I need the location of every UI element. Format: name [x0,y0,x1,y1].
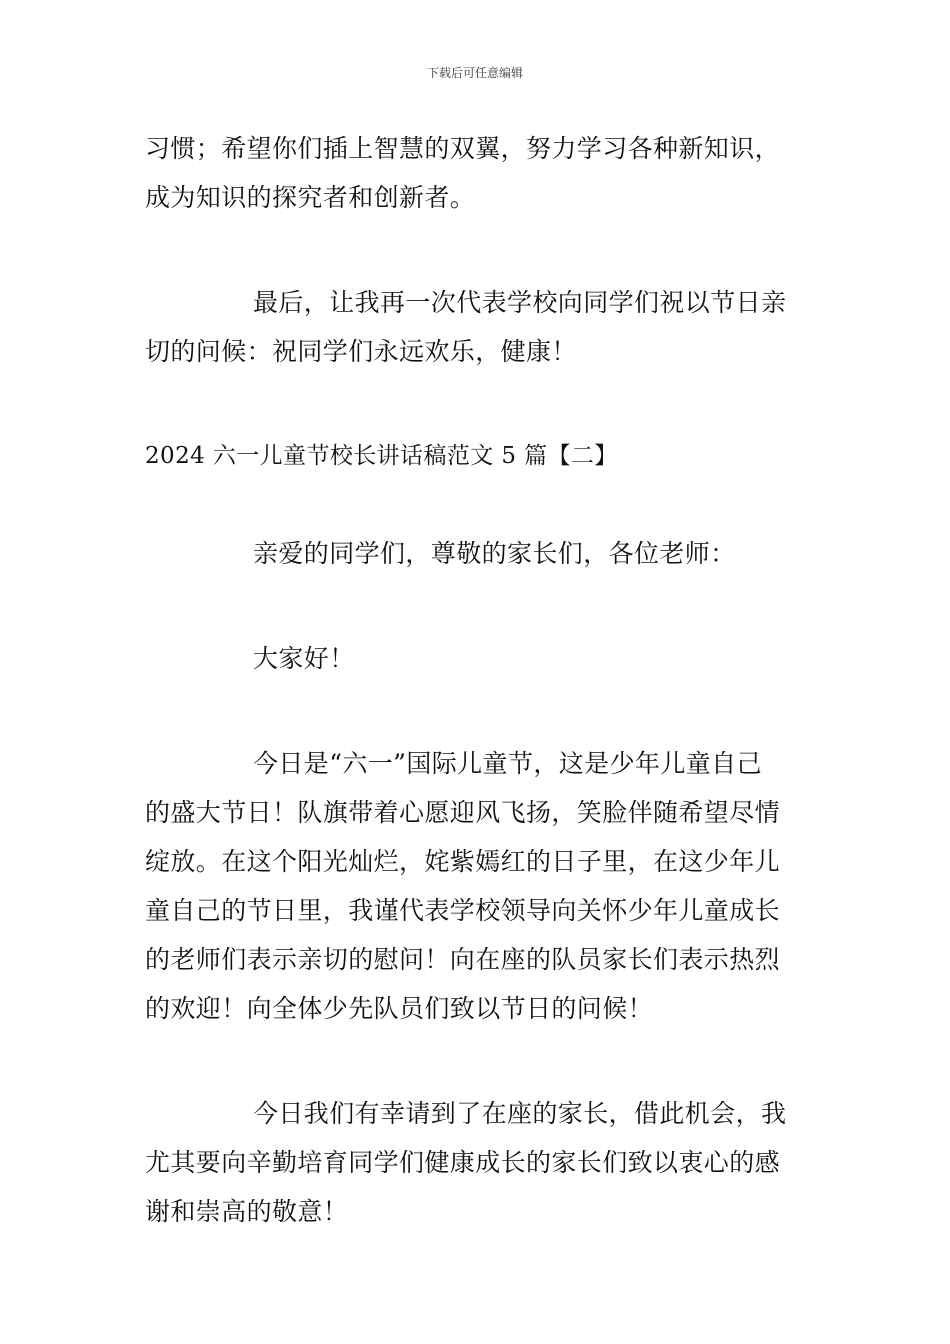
text-line: 的老师们表示亲切的慰问！向在座的队员家长们表示热烈 [145,945,781,974]
text-line: 成为知识的探究者和创新者。 [145,183,476,212]
paragraph-thanks-parents [145,1089,810,1236]
text-line: 童自己的节日里，我谨代表学校领导向关怀少年儿童成长 [145,896,781,925]
text-line: 的盛大节日！队旗带着心愿迎风飞扬，笑脸伴随希望尽情 [145,798,781,827]
section-heading [145,432,810,481]
text-line: 今日是“六一”国际儿童节，这是少年儿童自己 [253,749,762,778]
paragraph-hello [145,634,810,683]
page-header-note: 下载后可任意编辑 [426,66,523,80]
text-line: 绽放。在这个阳光灿烂，姹紫嫣红的日子里，在这少年儿 [145,847,781,876]
paragraph-closing-hope [145,124,810,222]
text-line: 谢和崇高的敬意！ [145,1197,349,1226]
paragraph-childrens-day [145,739,810,1033]
text-line: 今日我们有幸请到了在座的家长，借此机会，我 [253,1099,787,1128]
heading-text: 2024 六一儿童节校长讲话稿范文 5 篇【二】 [145,443,618,469]
text-line: 亲爱的同学们，尊敬的家长们，各位老师： [253,539,736,568]
text-line: 习惯；希望你们插上智慧的双翼，努力学习各种新知识， [145,134,781,163]
document-body [145,124,810,1292]
paragraph-final-greeting [145,278,810,376]
text-line: 尤其要向辛勤培育同学们健康成长的家长们致以衷心的感 [145,1148,781,1177]
text-line: 的欢迎！向全体少先队员们致以节日的问候！ [145,994,654,1023]
text-line: 最后，让我再一次代表学校向同学们祝以节日亲 [253,288,787,317]
text-line: 切的问候：祝同学们永远欢乐，健康！ [145,337,577,366]
paragraph-salutation [145,529,810,578]
text-line: 大家好！ [253,644,355,673]
